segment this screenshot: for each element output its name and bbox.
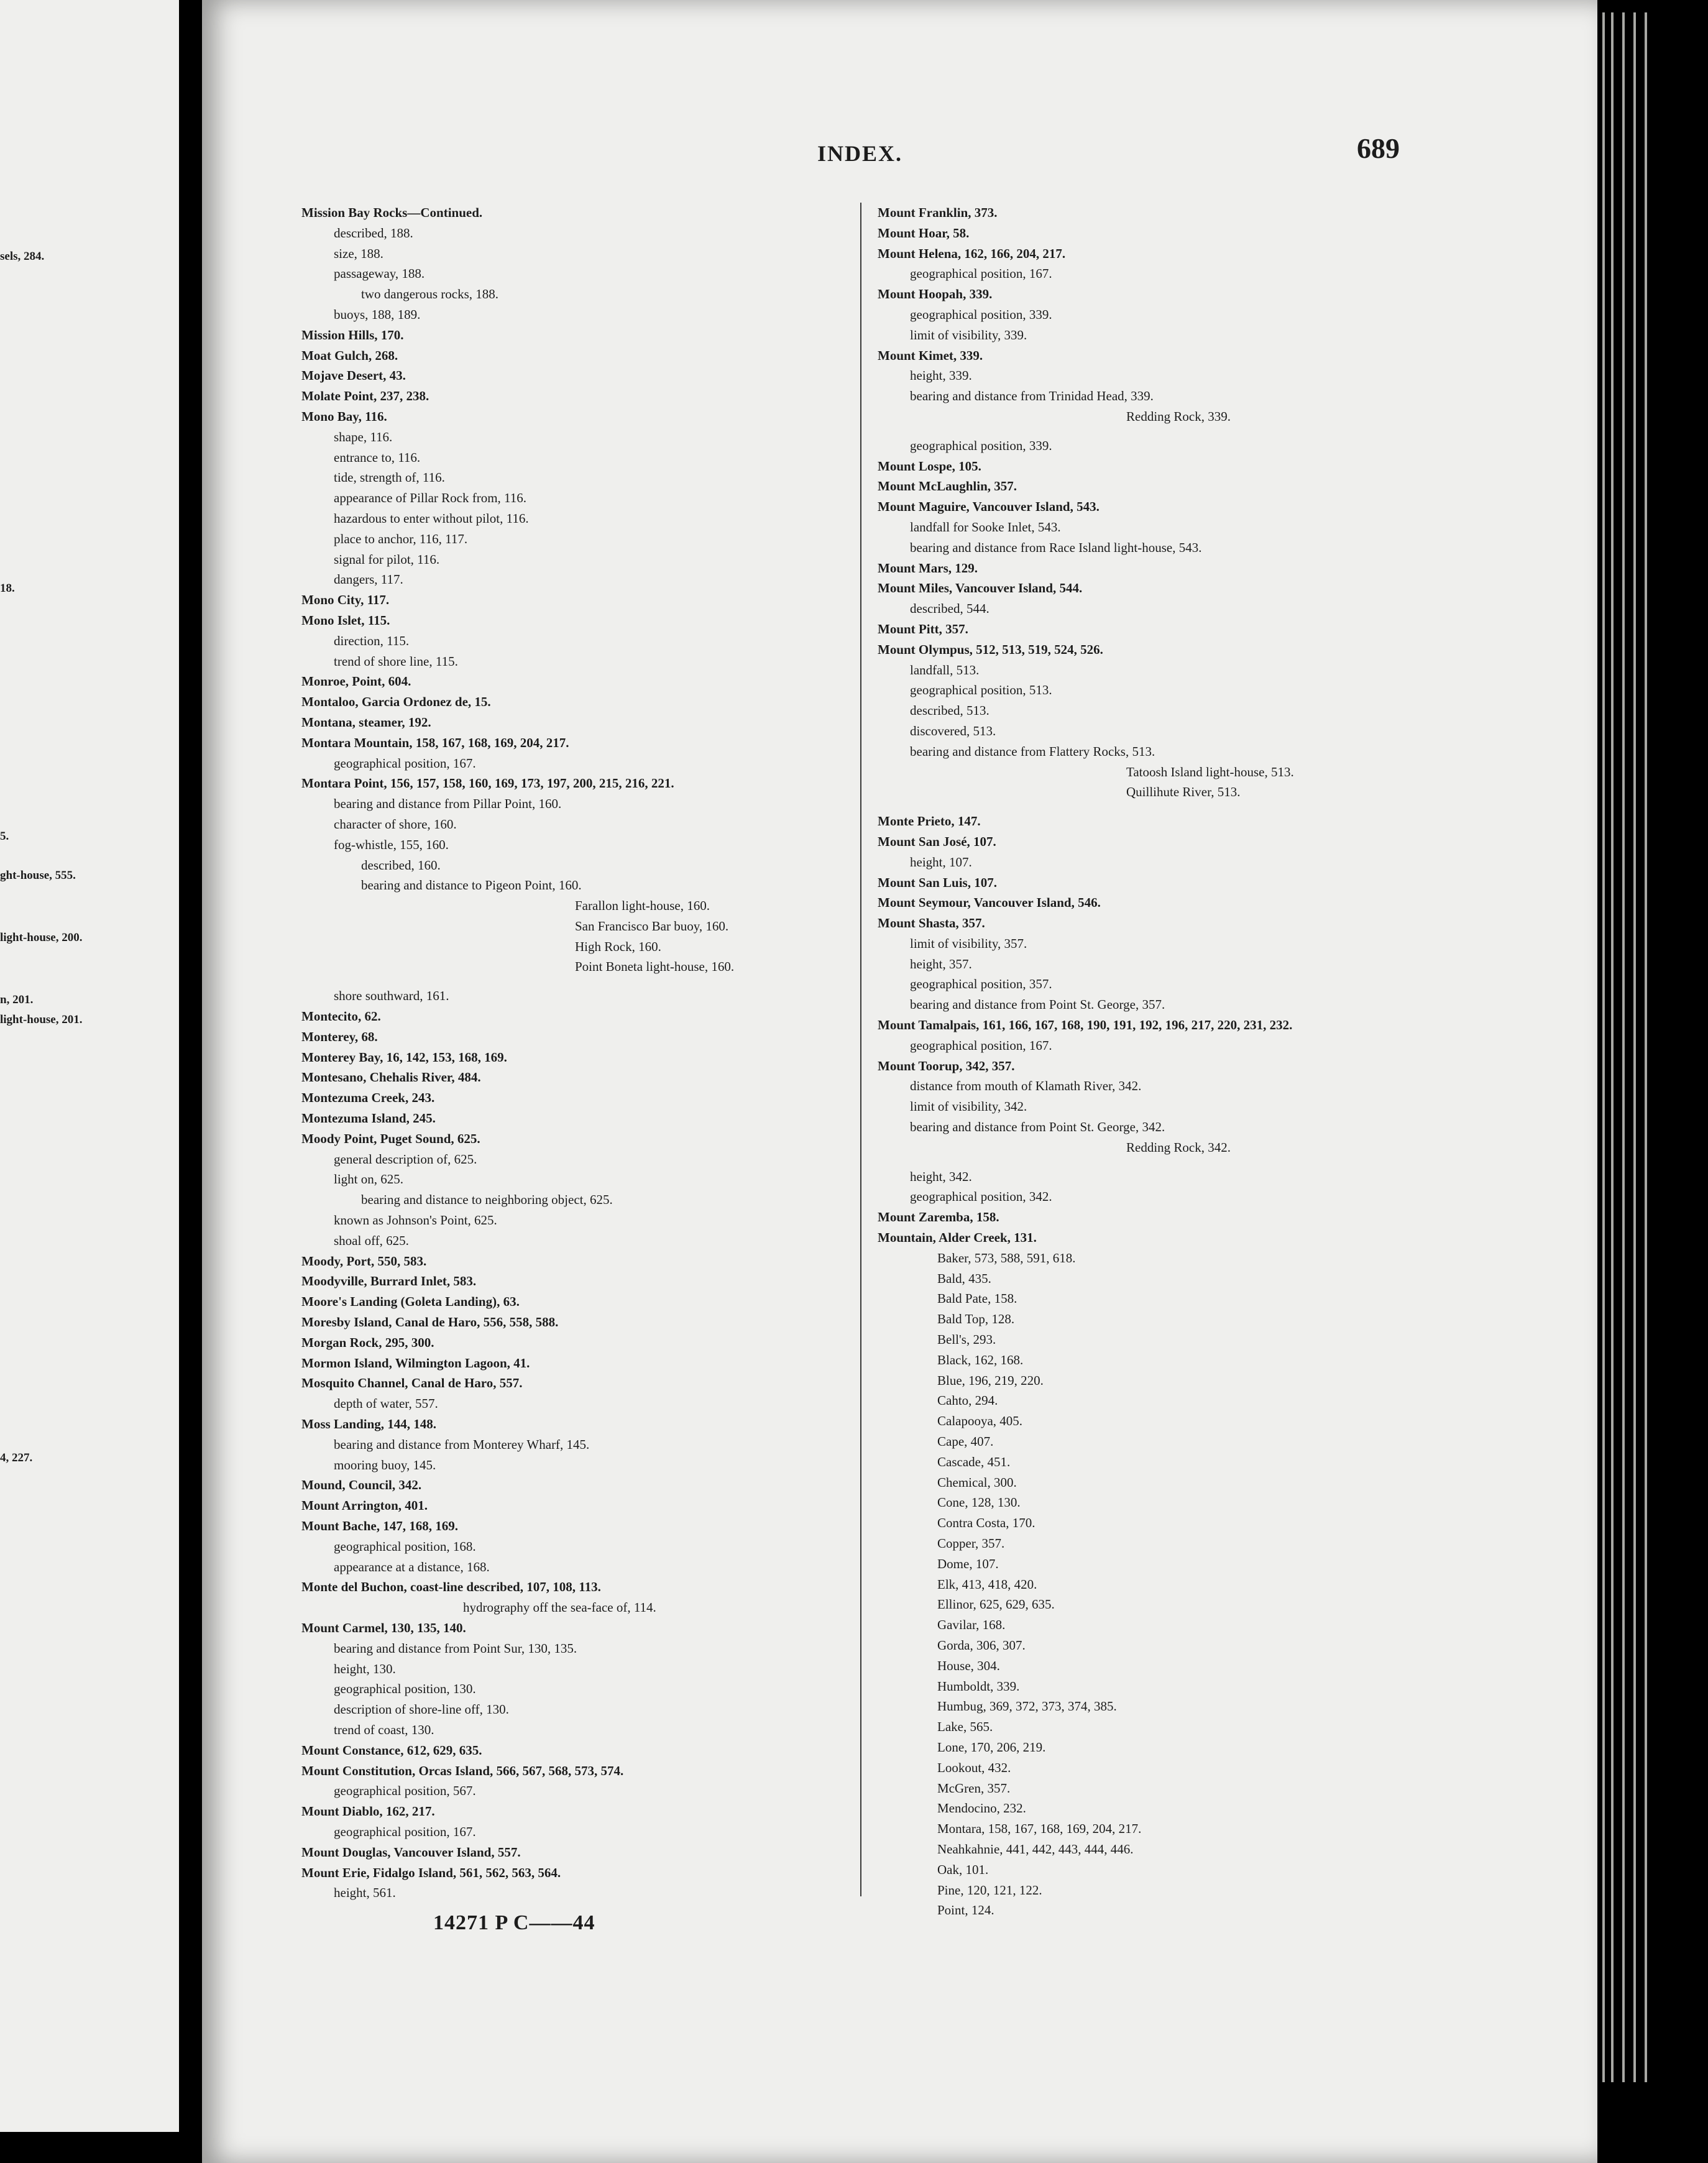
index-entry: Mount Toorup, 342, 357. [878,1058,1015,1073]
index-entry: geographical position, 357. [910,976,1052,992]
page-number: 689 [1357,132,1400,164]
index-entry: height, 107. [910,854,972,870]
index-column-1 [301,203,734,1903]
index-entry: Redding Rock, 342. [1126,1139,1231,1155]
index-entry: discovered, 513. [910,723,996,738]
page-edge-leaf [1622,12,1625,2082]
index-entry: Monterey, 68. [301,1029,378,1044]
index-entry: bearing and distance from Pillar Point, 160. [334,796,562,812]
index-entry: Quillihute River, 513. [1126,784,1241,800]
index-entry: Redding Rock, 339. [1126,408,1231,424]
index-entry: Mount Seymour, Vancouver Island, 546. [878,895,1101,911]
index-entry: bearing and distance from Trinidad Head, 339. [910,388,1154,404]
index-entry: signal for pilot, 116. [334,551,440,567]
index-entry: fog-whistle, 155, 160. [334,837,449,852]
index-entry: appearance at a distance, 168. [334,1559,490,1574]
index-entry: Mount Maguire, Vancouver Island, 543. [878,499,1100,515]
index-entry: landfall, 513. [910,662,980,677]
index-entry: size, 188. [334,246,383,261]
index-entry: Bell's, 293. [937,1332,996,1348]
index-entry: description of shore-line off, 130. [334,1702,509,1717]
index-entry: shape, 116. [334,429,393,444]
index-entry: height, 130. [334,1661,396,1676]
index-entry: Mount Pitt, 357. [878,621,968,636]
page-edges [1597,0,1708,2163]
left-page-fragment: light-house, 200. [0,931,83,944]
index-entry: described, 160. [361,857,441,873]
left-page-fragment: 5. [0,830,9,843]
index-entry: height, 342. [910,1169,972,1184]
index-entry: trend of shore line, 115. [334,653,458,669]
index-entry: Mono Bay, 116. [301,408,387,424]
index-entry: described, 188. [334,225,413,241]
index-entry: Mount Hoopah, 339. [878,287,993,302]
index-entry: Molate Point, 237, 238. [301,388,429,404]
index-entry: Mountain, Alder Creek, 131. [878,1230,1037,1246]
index-entry: Cascade, 451. [937,1454,1011,1469]
index-entry: Mount Diablo, 162, 217. [301,1804,435,1819]
index-entry: Monte Prieto, 147. [878,814,981,829]
index-entry: Mendocino, 232. [937,1801,1026,1816]
index-entry: Mount San Luis, 107. [878,875,997,890]
index-entry: Mount San José, 107. [878,834,996,849]
index-column-2 [878,203,1294,1921]
index-entry: Mount Zaremba, 158. [878,1210,999,1225]
left-page-fragment: 18. [0,582,15,595]
index-entry: Montara Point, 156, 157, 158, 160, 169, 173, 197, 200, 215, 216, 221. [301,776,674,791]
index-entry: Mount Erie, Fidalgo Island, 561, 562, 563, 564. [301,1865,561,1880]
index-entry: bearing and distance from Flattery Rocks, 513. [910,743,1155,759]
index-entry: Morgan Rock, 295, 300. [301,1334,434,1350]
index-entry: hazardous to enter without pilot, 116. [334,510,529,526]
index-entry: bearing and distance to neighboring object, 625. [361,1192,613,1208]
index-entry: Mission Hills, 170. [301,327,404,342]
index-entry: Mount Tamalpais, 161, 166, 167, 168, 190, 191, 192, 196, 217, 220, 231, 232. [878,1017,1293,1033]
index-entry: two dangerous rocks, 188. [361,287,499,302]
index-entry: geographical position, 167. [910,1037,1052,1053]
index-entry: Mound, Council, 342. [301,1477,422,1493]
index-entry: House, 304. [937,1658,1000,1673]
index-entry: Cahto, 294. [937,1393,998,1408]
index-entry: Moore's Landing (Goleta Landing), 63. [301,1294,520,1310]
index-entry: Calapooya, 405. [937,1413,1023,1429]
index-entry: Mount Bache, 147, 168, 169. [301,1518,458,1533]
left-page-fragment: sels, 284. [0,250,45,263]
index-entry: limit of visibility, 357. [910,935,1027,951]
index-entry: Mormon Island, Wilmington Lagoon, 41. [301,1355,530,1371]
index-entry: described, 544. [910,601,989,617]
index-entry: Blue, 196, 219, 220. [937,1372,1044,1388]
index-entry: Mount Arrington, 401. [301,1498,428,1513]
index-entry: bearing and distance from Point St. George, 342. [910,1119,1165,1135]
index-entry: landfall for Sooke Inlet, 543. [910,519,1061,535]
index-entry: Lookout, 432. [937,1760,1011,1775]
index-entry: Black, 162, 168. [937,1352,1024,1367]
index-entry: Mount Constitution, Orcas Island, 566, 567, 568, 573, 574. [301,1763,624,1778]
page-edge-leaf [1602,12,1605,2082]
index-entry: Monroe, Point, 604. [301,674,411,689]
index-entry: bearing and distance from Race Island light-house, 543. [910,540,1202,555]
index-entry: Humbug, 369, 372, 373, 374, 385. [937,1699,1117,1714]
index-entry: Moody, Port, 550, 583. [301,1253,427,1269]
index-entry: Mount Miles, Vancouver Island, 544. [878,581,1083,596]
signature-mark: 14271 P C——44 [433,1911,595,1934]
index-entry: Neahkahnie, 441, 442, 443, 444, 446. [937,1841,1134,1857]
index-entry: Montara Mountain, 158, 167, 168, 169, 204, 217. [301,735,569,750]
index-entry: direction, 115. [334,633,410,648]
index-entry: Gorda, 306, 307. [937,1637,1026,1653]
index-entry: Point, 124. [937,1903,994,1918]
index-entry: passageway, 188. [334,266,425,282]
index-entry: geographical position, 168. [334,1538,476,1554]
index-entry: general description of, 625. [334,1151,477,1167]
index-entry: bearing and distance from Monterey Wharf, 145. [334,1436,590,1452]
page-edge-leaf [1645,12,1647,2082]
index-entry: Mount Shasta, 357. [878,916,985,931]
index-entry: Monterey Bay, 16, 142, 153, 168, 169. [301,1049,507,1065]
index-entry: buoys, 188, 189. [334,306,421,322]
index-entry: Lake, 565. [937,1719,993,1735]
index-entry: Mono City, 117. [301,592,390,608]
index-entry: height, 561. [334,1885,396,1901]
index-entry: Baker, 573, 588, 591, 618. [937,1250,1076,1265]
index-entry: distance from mouth of Klamath River, 342. [910,1078,1142,1094]
index-entry: Mount Constance, 612, 629, 635. [301,1742,482,1758]
index-entry: High Rock, 160. [575,939,661,954]
index-entry: Lone, 170, 206, 219. [937,1739,1046,1755]
index-entry: depth of water, 557. [334,1396,438,1412]
index-entry: Bald, 435. [937,1270,991,1286]
index-entry: Copper, 357. [937,1536,1005,1551]
index-entry: appearance of Pillar Rock from, 116. [334,490,527,506]
index-entry: Montaloo, Garcia Ordonez de, 15. [301,694,491,710]
index-entry: geographical position, 339. [910,306,1052,322]
index-entry: Montecito, 62. [301,1009,381,1024]
index-entry: Moat Gulch, 268. [301,347,398,363]
index-entry: geographical position, 167. [334,755,476,771]
index-entry: limit of visibility, 339. [910,327,1027,342]
left-facing-page [0,0,179,2132]
index-entry: Bald Pate, 158. [937,1291,1017,1307]
index-entry: hydrography off the sea-face of, 114. [463,1600,656,1615]
index-entry: shore southward, 161. [334,988,449,1004]
index-entry: Tatoosh Island light-house, 513. [1126,764,1294,779]
index-entry: Chemical, 300. [937,1474,1017,1490]
left-page-fragment: 4, 227. [0,1451,33,1464]
index-entry: Mount Franklin, 373. [878,205,998,220]
index-entry: bearing and distance from Point St. George, 357. [910,997,1165,1013]
index-entry: Ellinor, 625, 629, 635. [937,1597,1055,1612]
index-entry: bearing and distance to Pigeon Point, 160. [361,878,582,893]
index-entry: geographical position, 513. [910,682,1052,698]
index-entry: geographical position, 567. [334,1783,476,1799]
index-entry: Gavilar, 168. [937,1617,1006,1633]
index-entry: Moody Point, Puget Sound, 625. [301,1131,480,1146]
index-entry: Mojave Desert, 43. [301,368,406,383]
index-entry: Mosquito Channel, Canal de Haro, 557. [301,1375,523,1391]
index-entry: Moss Landing, 144, 148. [301,1417,437,1432]
index-entry: Mount Lospe, 105. [878,458,981,474]
index-entry: Mount Mars, 129. [878,560,978,576]
left-page-fragment: n, 201. [0,993,34,1006]
page-title: INDEX. [817,141,903,166]
index-entry: Oak, 101. [937,1862,989,1877]
index-entry: tide, strength of, 116. [334,470,445,485]
index-entry: entrance to, 116. [334,449,421,465]
page-edge-leaf [1611,12,1614,2082]
index-entry: Elk, 413, 418, 420. [937,1576,1037,1592]
index-entry: Contra Costa, 170. [937,1515,1035,1531]
index-entry: height, 357. [910,956,972,971]
index-entry: Farallon light-house, 160. [575,898,710,914]
left-page-fragment: ght-house, 555. [0,869,76,882]
index-entry: dangers, 117. [334,572,403,587]
index-entry: Monte del Buchon, coast-line described, 107, 108, 113. [301,1579,601,1595]
index-entry: geographical position, 130. [334,1681,476,1697]
index-entry: Point Boneta light-house, 160. [575,959,735,975]
index-entry: Moodyville, Burrard Inlet, 583. [301,1274,477,1289]
index-entry: Montana, steamer, 192. [301,714,431,730]
index-entry: known as Johnson's Point, 625. [334,1213,497,1228]
index-entry: Mount Carmel, 130, 135, 140. [301,1620,466,1635]
index-entry: described, 513. [910,703,989,719]
index-entry: Mission Bay Rocks—Continued. [301,205,483,220]
index-entry: Mount Helena, 162, 166, 204, 217. [878,246,1066,261]
index-entry: Moresby Island, Canal de Haro, 556, 558, 588. [301,1315,559,1330]
index-entry: Mount Hoar, 58. [878,225,970,241]
index-entry: height, 339. [910,368,972,383]
index-entry: Montara, 158, 167, 168, 169, 204, 217. [937,1821,1142,1837]
index-entry: Mount McLaughlin, 357. [878,479,1017,494]
index-entry: San Francisco Bar buoy, 160. [575,918,729,934]
index-entry: Mount Olympus, 512, 513, 519, 524, 526. [878,641,1103,657]
index-entry: Mount Douglas, Vancouver Island, 557. [301,1844,521,1860]
index-entry: place to anchor, 116, 117. [334,531,468,546]
index-entry: Mount Kimet, 339. [878,347,983,363]
index-entry: Mono Islet, 115. [301,612,390,628]
index-entry: Bald Top, 128. [937,1311,1015,1327]
index-entry: bearing and distance from Point Sur, 130, 135. [334,1640,577,1656]
index-entry: geographical position, 342. [910,1189,1052,1205]
index-entry: character of shore, 160. [334,816,457,832]
column-divider [860,203,861,1896]
index-entry: Cape, 407. [937,1434,994,1449]
index-entry: Dome, 107. [937,1556,999,1571]
index-entry: shoal off, 625. [334,1233,409,1248]
index-entry: Humboldt, 339. [937,1678,1020,1694]
index-entry: geographical position, 339. [910,438,1052,453]
index-entry: geographical position, 167. [334,1824,476,1839]
index-entry: mooring buoy, 145. [334,1457,436,1472]
index-entry: Montezuma Island, 245. [301,1111,436,1126]
left-page-fragment: light-house, 201. [0,1013,83,1026]
index-entry: geographical position, 167. [910,266,1052,282]
index-entry: Montesano, Chehalis River, 484. [301,1070,481,1085]
index-entry: light on, 625. [334,1172,404,1187]
index-entry: McGren, 357. [937,1780,1011,1796]
index-entry: trend of coast, 130. [334,1722,434,1737]
index-entry: limit of visibility, 342. [910,1099,1027,1114]
page-edge-leaf [1633,12,1636,2082]
index-entry: Cone, 128, 130. [937,1495,1021,1510]
index-entry: Pine, 120, 121, 122. [937,1882,1042,1898]
index-entry: Montezuma Creek, 243. [301,1090,435,1106]
